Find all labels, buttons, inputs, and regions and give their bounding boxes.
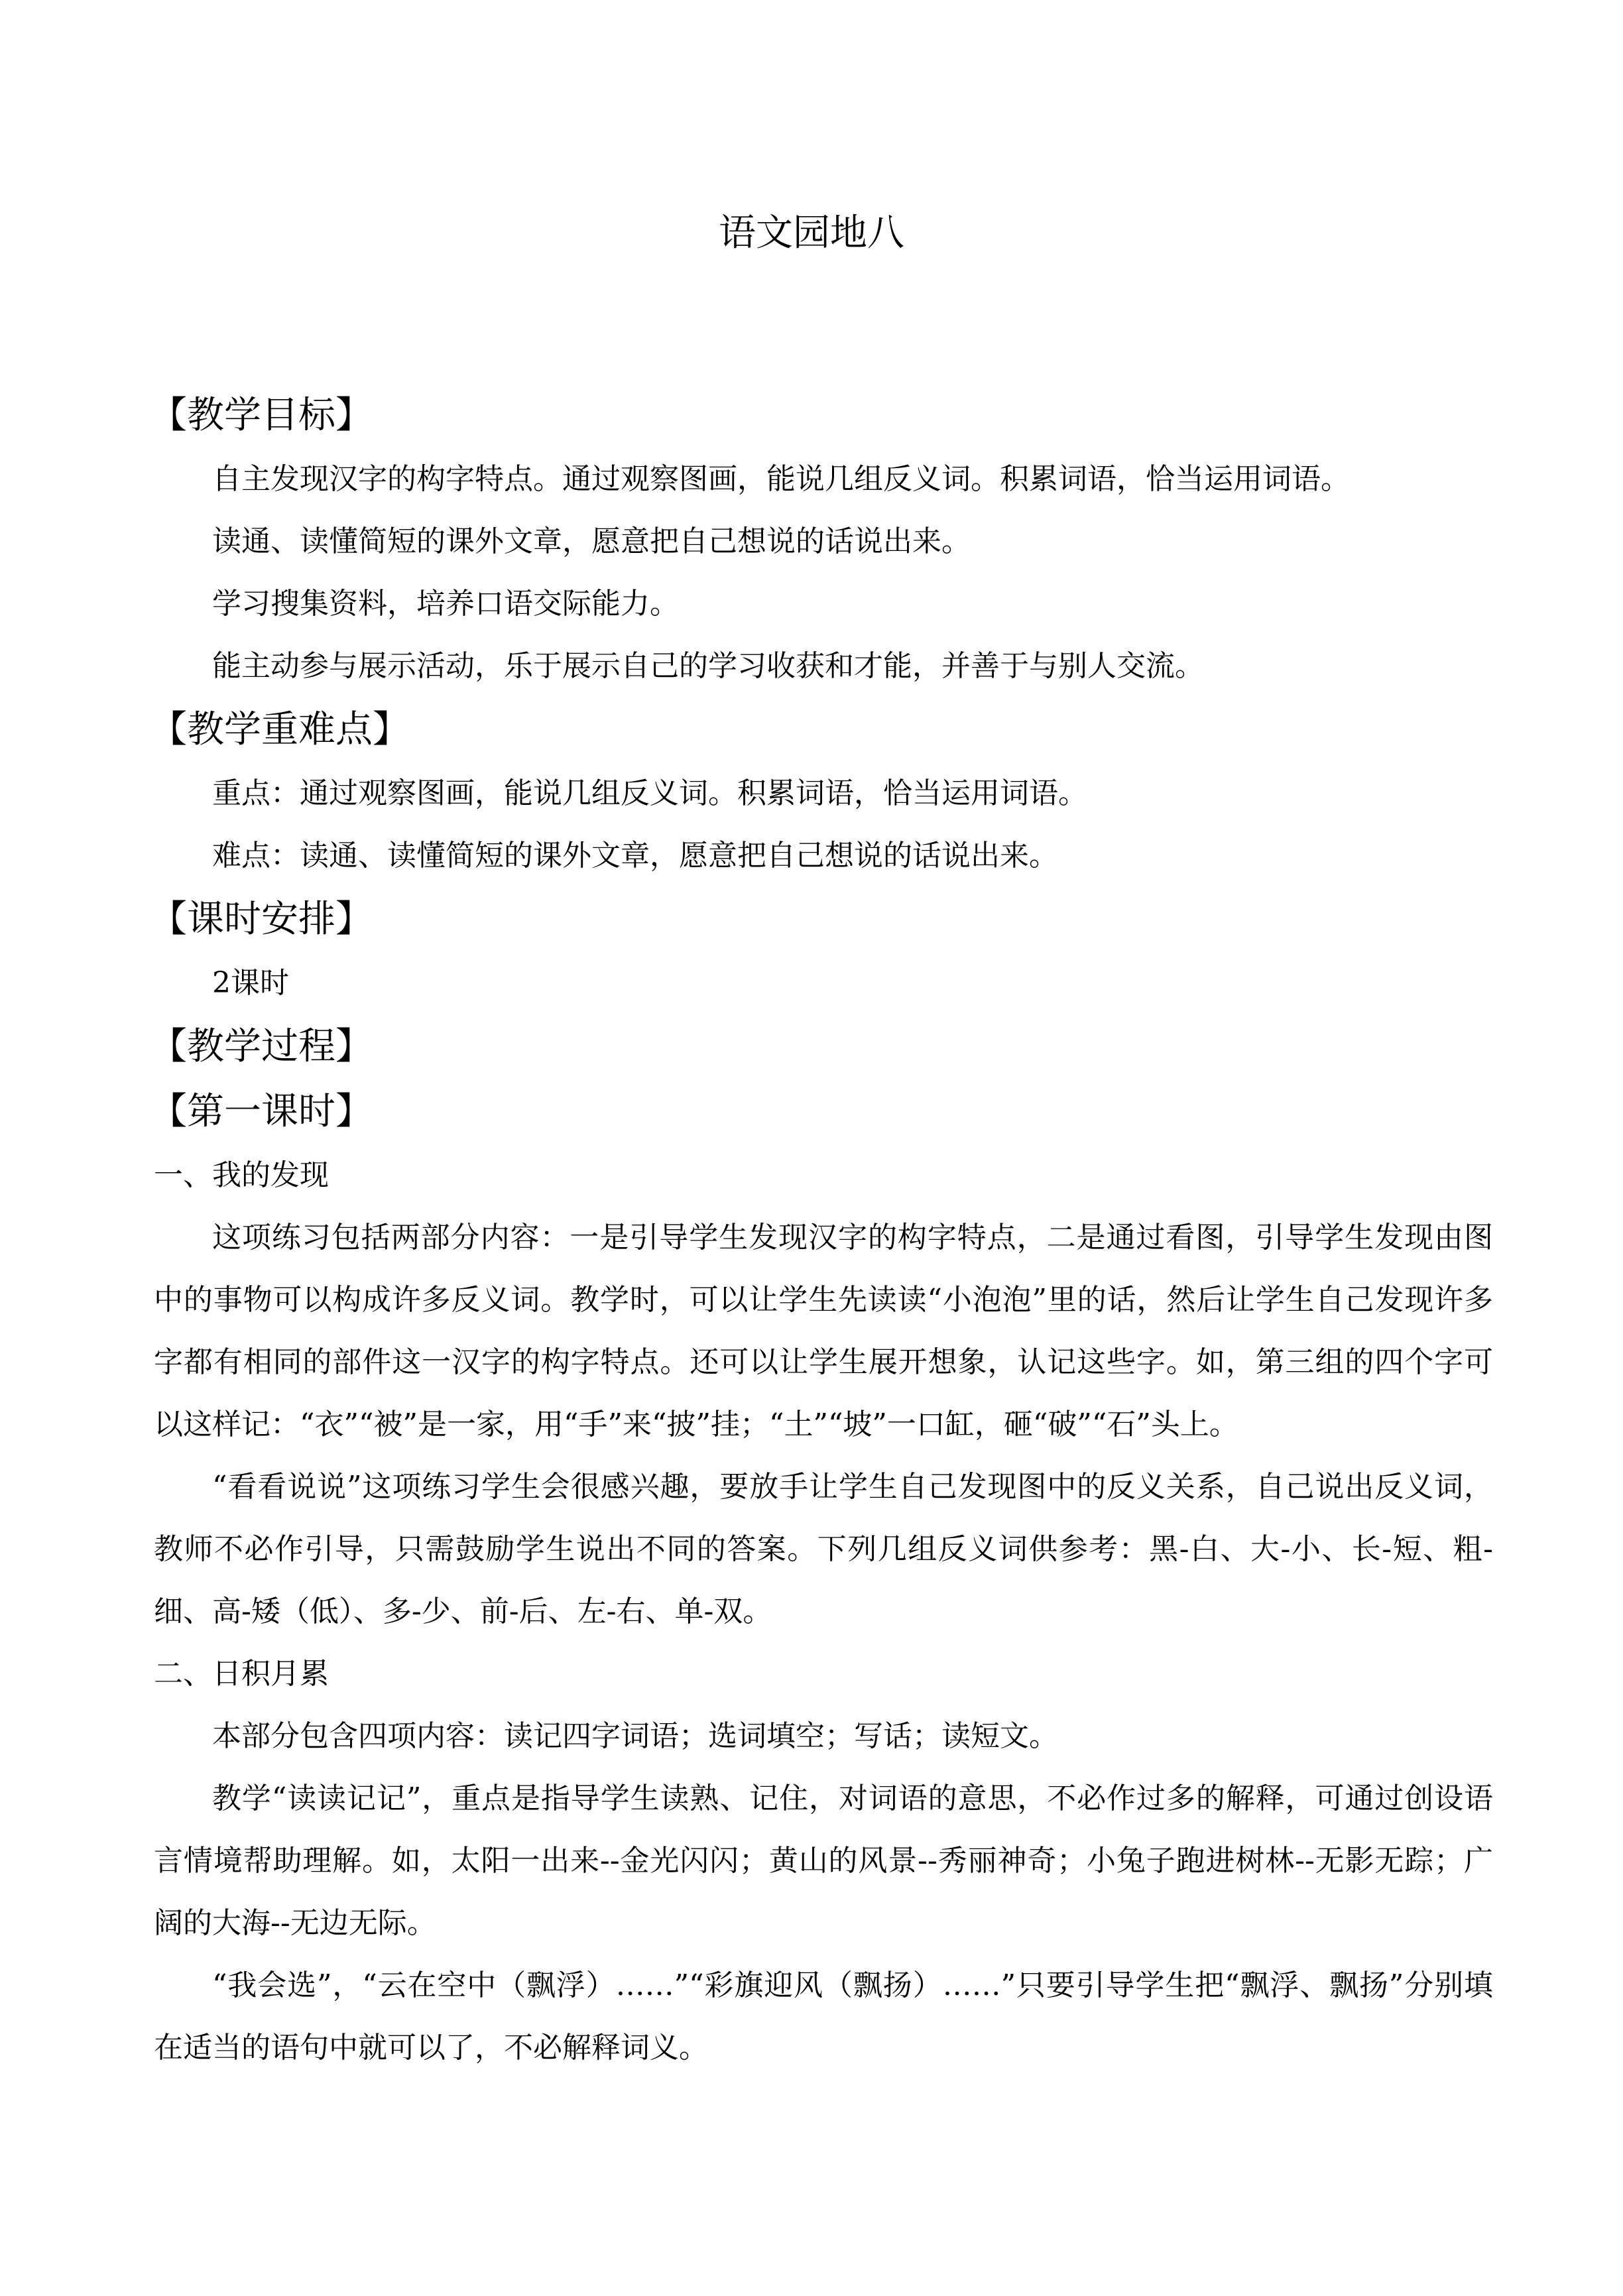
section1-paragraph: 这项练习包括两部分内容：一是引导学生发现汉字的构字特点，二是通过看图，引导学生发现由图中的事物可以构成许多反义词。教学时，可以让学生先读读“小泡泡”里的话，然后让学生自己发现许多字都有相同的部件这一汉字的构字特点。还可以让学生展开想象，认记这些字。如，第三组的四个字可以这样记：“衣”“被”是一家，用“手”来“披”挂；“土”“坡”一口缸，砸“破”“石”头上。 (154, 1221, 1493, 1441)
keypoint-item: 重点：通过观察图画，能说几组反义词。积累词语，恰当运用词语。 (212, 776, 1087, 810)
keypoints-heading: 【教学重难点】 (150, 708, 410, 751)
section2-title: 二、日积月累 (154, 1657, 329, 1691)
page-title: 语文园地八 (719, 211, 904, 255)
keypoint-item: 难点：读通、读懂简短的课外文章，愿意把自己想说的话说出来。 (212, 839, 1058, 873)
goals-heading: 【教学目标】 (150, 394, 373, 437)
goal-item: 自主发现汉字的构字特点。通过观察图画，能说几组反义词。积累词语，恰当运用词语。 (212, 462, 1350, 496)
section2-paragraph: 本部分包含四项内容：读记四字词语；选词填空；写话；读短文。 (212, 1719, 1058, 1753)
lesson1-heading: 【第一课时】 (150, 1090, 373, 1133)
document-body (150, 383, 1493, 2079)
schedule-text: 2课时 (212, 966, 289, 1000)
section2-paragraph: 教学“读读记记”，重点是指导学生读熟、记住，对词语的意思，不必作过多的解释，可通过创设语言情境帮助理解。如，太阳一出来--金光闪闪；黄山的风景--秀丽神奇；小兔子跑进树林--无影无踪；广阔的大海--无边无际。 (154, 1782, 1493, 1940)
schedule-heading: 【课时安排】 (150, 898, 373, 941)
section1-paragraph: “看看说说”这项练习学生会很感兴趣，要放手让学生自己发现图中的反义关系，自己说出反义词，教师不必作引导，只需鼓励学生说出不同的答案。下列几组反义词供参考：黑-白、大-小、长-短、粗-细、高-矮（低）、多-少、前-后、左-右、单-双。 (154, 1470, 1493, 1628)
section1-title: 一、我的发现 (154, 1158, 329, 1192)
goal-item: 学习搜集资料，培养口语交际能力。 (212, 587, 679, 621)
goal-item: 能主动参与展示活动，乐于展示自己的学习收获和才能，并善于与别人交流。 (212, 649, 1204, 683)
process-heading: 【教学过程】 (150, 1025, 373, 1068)
goal-item: 读通、读懂简短的课外文章，愿意把自己想说的话说出来。 (212, 524, 971, 558)
section2-paragraph: “我会选”，“云在空中（飘浮）……”“彩旗迎风（飘扬）……”只要引导学生把“飘浮、飘扬”分别填在适当的语句中就可以了，不必解释词义。 (154, 1968, 1493, 2065)
